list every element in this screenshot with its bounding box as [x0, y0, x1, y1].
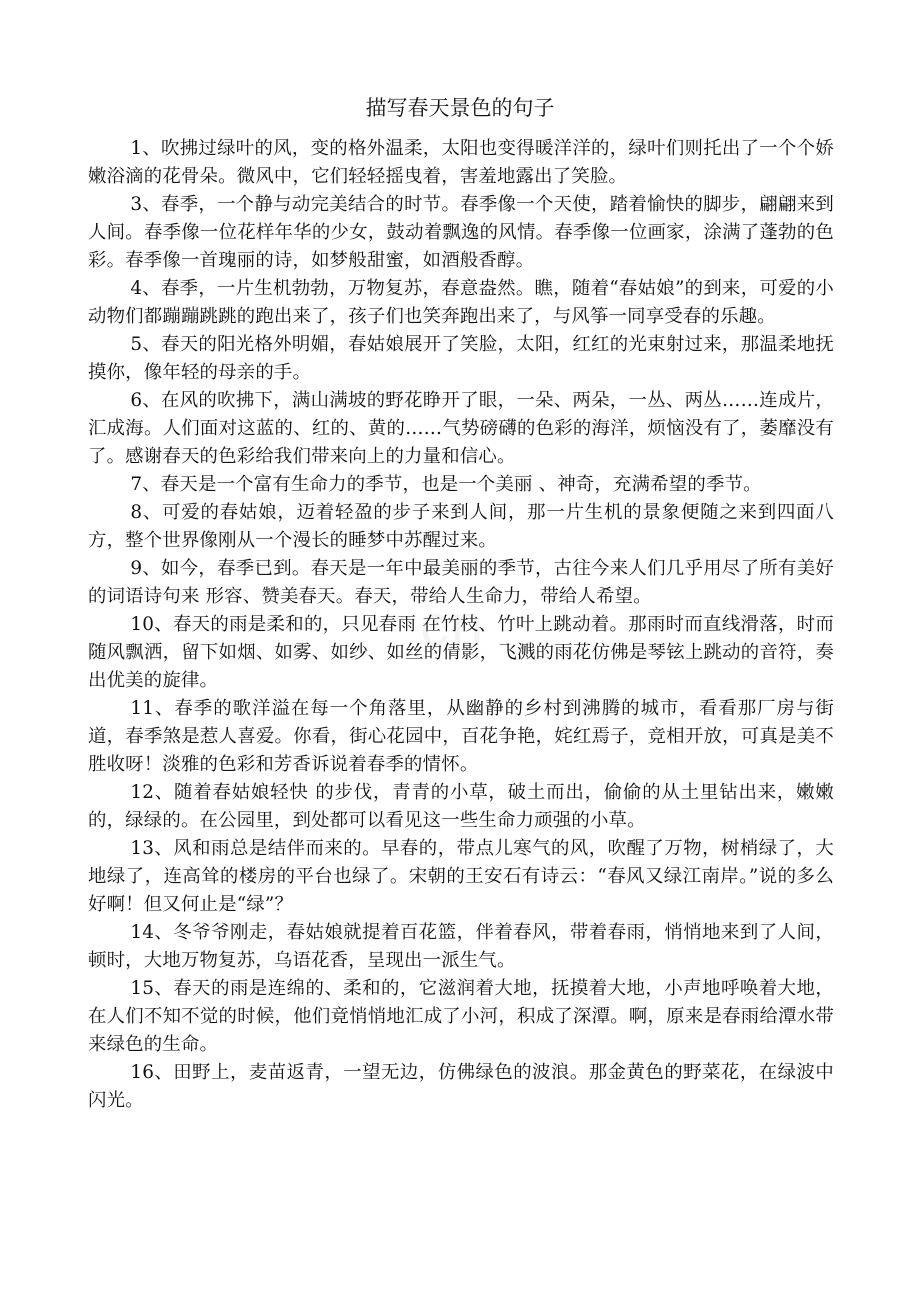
paragraph-3: 3、春季，一个静与动完美结合的时节。春季像一个天使，踏着愉快的脚步，翩翩来到人间。春季像一位花样年华的少女，鼓动着飘逸的风情。春季像一位画家，涂满了蓬勃的色彩。春季像一首瑰丽的诗，如梦般甜蜜，如酒般香醇。: [88, 194, 834, 271]
paragraph-1: 1、吹拂过绿叶的风，变的格外温柔，太阳也变得暖洋洋的，绿叶们则托出了一个个娇嫩浴滴的花骨朵。微风中，它们轻轻摇曳着，害羞地露出了笑脸。: [88, 138, 834, 187]
paragraph-16: 16、田野上，麦苗返青，一望无边，仿佛绿色的波浪。那金黄色的野菜花，在绿波中闪光。: [88, 1062, 834, 1111]
paragraph-15: 15、春天的雨是连绵的、柔和的，它滋润着大地，抚摸着大地，小声地呼唤着大地，在人们不知不觉的时候，他们竟悄悄地汇成了小河，积成了深潭。啊，原来是春雨给潭水带来绿色的生命。: [88, 978, 834, 1055]
paragraph-4: 4、春季，一片生机勃勃，万物复苏，春意盎然。瞧，随着“春姑娘”的到来，可爱的小动物们都蹦蹦跳跳的跑出来了，孩子们也笑奔跑出来了，与风筝一同享受春的乐趣。: [88, 278, 834, 327]
paragraph-9: 9、如今，春季已到。春天是一年中最美丽的季节，古往今来人们几乎用尽了所有美好的词语诗句来 形容、赞美春天。春天，带给人生命力，带给人希望。: [88, 558, 834, 607]
document-body: [88, 135, 834, 1115]
paragraph-13: 13、风和雨总是结伴而来的。早春的，带点儿寒气的风，吹醒了万物，树梢绿了，大地绿了，连高耸的楼房的平台也绿了。宋朝的王安石有诗云：“春风又绿江南岸。”说的多么好啊！但又何止是“绿”？: [88, 838, 834, 915]
paragraph-7: 7、春天是一个富有生命力的季节，也是一个美丽 、神奇，充满希望的季节。: [130, 474, 762, 495]
paragraph-14: 14、冬爷爷刚走，春姑娘就提着百花篮，伴着春风，带着春雨，悄悄地来到了人间，顿时，大地万物复苏，乌语花香，呈现出一派生气。: [88, 922, 834, 971]
paragraph-5: 5、春天的阳光格外明媚，春姑娘展开了笑脸，太阳，红红的光束射过来，那温柔地抚摸你，像年轻的母亲的手。: [88, 334, 834, 383]
document-title: 描写春天景色的句子: [365, 96, 555, 120]
paragraph-10: 10、春天的雨是柔和的，只见春雨 在竹枝、竹叶上跳动着。那雨时而直线滑落，时而随风飘洒，留下如烟、如雾、如纱、如丝的倩影，飞溅的雨花仿佛是琴铉上跳动的音符，奏 出优美的旋律。: [88, 614, 834, 691]
paragraph-12: 12、随着春姑娘轻快 的步伐，青青的小草，破土而出，偷偷的从土里钻出来，嫩嫩的，绿绿的。在公园里，到处都可以看见这一些生命力顽强的小草。: [88, 782, 834, 831]
paragraph-8: 8、可爱的春姑娘，迈着轻盈的步子来到人间，那一片生机的景象便随之来到四面八方，整个世界像刚从一个漫长的睡梦中苏醒过来。: [88, 502, 834, 551]
paragraph-6: 6、在风的吹拂下，满山满坡的野花睁开了眼，一朵、两朵，一丛、两丛……连成片，汇成海。人们面对这蓝的、红的、黄的……气势磅礴的色彩的海洋，烦恼没有了，萎靡没有了。感谢春天的色彩给我们带来向上的力量和信心。: [88, 390, 834, 467]
paragraph-11: 11、春季的歌洋溢在每一个角落里，从幽静的乡村到沸腾的城市，看看那厂房与街道，春季煞是惹人喜爱。你看，街心花园中，百花争艳，姹红焉子，竞相开放，可真是美不胜收呀！淡雅的色彩和芳香诉说着春季的情怀。: [88, 698, 834, 775]
